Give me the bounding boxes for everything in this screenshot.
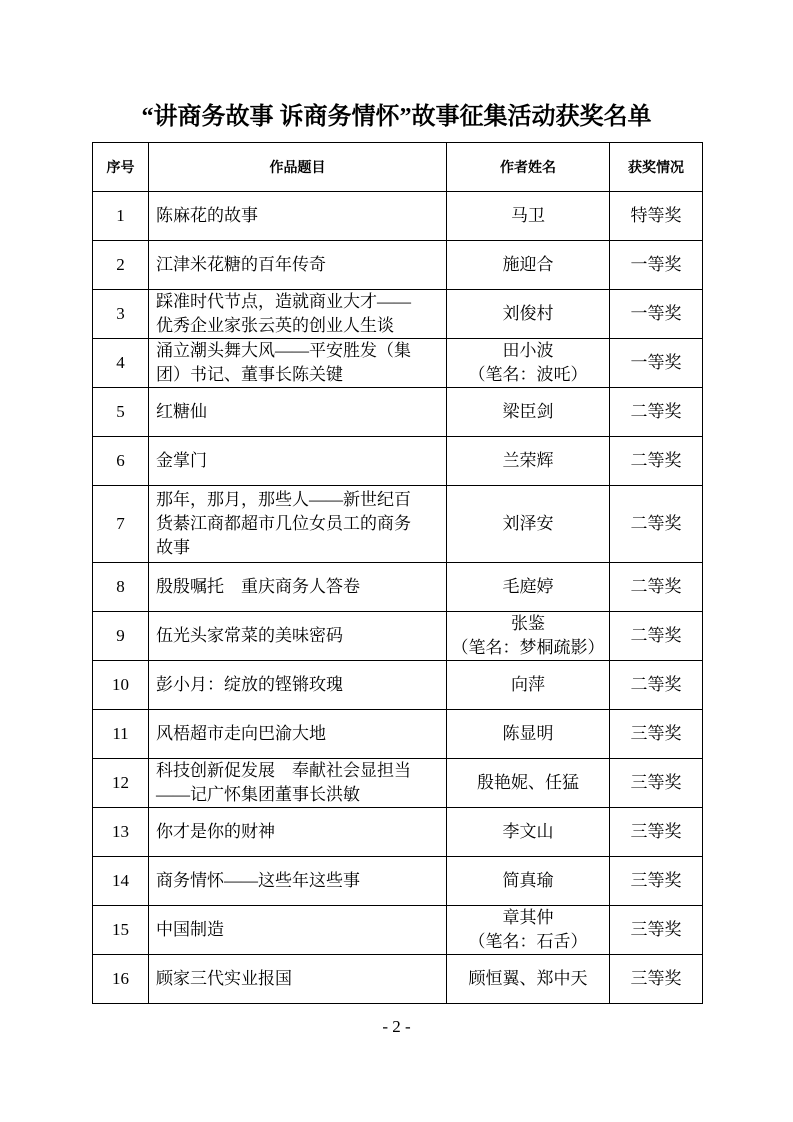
author-cell (447, 955, 610, 1004)
author-cell (447, 906, 610, 955)
author-cell (447, 563, 610, 612)
work-title-cell (149, 192, 447, 241)
award-level: 三等奖 (610, 906, 703, 955)
work-title-line: 你才是你的财神 (156, 822, 275, 841)
row-index: 8 (93, 563, 149, 612)
work-title-cell (149, 857, 447, 906)
table-header-row (93, 143, 703, 192)
award-level: 三等奖 (610, 808, 703, 857)
author-line: 施迎合 (502, 255, 554, 274)
author-cell (447, 661, 610, 710)
author-line: 张鉴 (511, 614, 545, 633)
table-row (93, 661, 703, 710)
author-line: 殷艳妮、任猛 (477, 773, 579, 792)
work-title-cell (149, 661, 447, 710)
author-line: （笔名：石舌） (468, 932, 588, 951)
header-author: 作者姓名 (447, 143, 610, 192)
award-level: 一等奖 (610, 290, 703, 339)
table-row (93, 955, 703, 1004)
award-level: 二等奖 (610, 486, 703, 563)
work-title-line: 中国制造 (156, 920, 224, 939)
award-level: 二等奖 (610, 437, 703, 486)
work-title-line: 伍光头家常菜的美味密码 (156, 626, 343, 645)
work-title-cell (149, 808, 447, 857)
author-line: 李文山 (502, 822, 554, 841)
award-level: 三等奖 (610, 955, 703, 1004)
work-title-cell (149, 486, 447, 563)
page-number: - 2 - (382, 1017, 411, 1036)
table-row (93, 612, 703, 661)
author-line: 简真瑜 (502, 871, 554, 890)
row-index: 15 (93, 906, 149, 955)
work-title-line: 团）书记、董事长陈关键 (156, 365, 343, 384)
row-index: 16 (93, 955, 149, 1004)
author-line: 章其仲 (502, 908, 554, 927)
award-level: 三等奖 (610, 710, 703, 759)
award-level: 三等奖 (610, 759, 703, 808)
author-cell (447, 192, 610, 241)
table-row (93, 906, 703, 955)
row-index: 2 (93, 241, 149, 290)
row-index: 10 (93, 661, 149, 710)
table-row (93, 241, 703, 290)
row-index: 3 (93, 290, 149, 339)
work-title-line: 商务情怀——这些年这些事 (156, 871, 360, 890)
row-index: 11 (93, 710, 149, 759)
work-title-line: 顾家三代实业报国 (156, 969, 292, 988)
award-level: 二等奖 (610, 612, 703, 661)
author-cell (447, 759, 610, 808)
row-index: 4 (93, 339, 149, 388)
work-title-cell (149, 437, 447, 486)
work-title-cell (149, 612, 447, 661)
work-title-line: 风梧超市走向巴渝大地 (156, 724, 326, 743)
author-line: 陈显明 (502, 724, 554, 743)
author-cell (447, 388, 610, 437)
work-title-cell (149, 241, 447, 290)
author-cell (447, 612, 610, 661)
work-title-line: 货綦江商都超市几位女员工的商务 (156, 514, 411, 533)
author-cell (447, 339, 610, 388)
document-title: “讲商务故事 诉商务情怀”故事征集活动获奖名单 (141, 104, 652, 130)
table-row (93, 486, 703, 563)
work-title-line: 那年，那月，那些人——新世纪百 (156, 490, 411, 509)
work-title-cell (149, 759, 447, 808)
header-index: 序号 (93, 143, 149, 192)
work-title-cell (149, 563, 447, 612)
author-line: 毛庭婷 (502, 577, 554, 596)
row-index: 5 (93, 388, 149, 437)
work-title-line: 涌立潮头舞大风——平安胜发（集 (156, 341, 411, 360)
author-cell (447, 808, 610, 857)
author-cell (447, 241, 610, 290)
table-row (93, 808, 703, 857)
work-title-line: 殷殷嘱托 重庆商务人答卷 (156, 577, 360, 596)
author-cell (447, 437, 610, 486)
award-table (92, 142, 703, 1004)
author-line: 梁臣剑 (502, 402, 554, 421)
work-title-cell (149, 339, 447, 388)
author-cell (447, 710, 610, 759)
award-level: 二等奖 (610, 661, 703, 710)
work-title-line: ——记广怀集团董事长洪敏 (156, 785, 360, 804)
table-row (93, 339, 703, 388)
work-title-cell (149, 710, 447, 759)
award-level: 一等奖 (610, 339, 703, 388)
row-index: 13 (93, 808, 149, 857)
award-level: 二等奖 (610, 563, 703, 612)
table-row (93, 710, 703, 759)
work-title-line: 科技创新促发展 奉献社会显担当 (156, 761, 411, 780)
work-title-cell (149, 955, 447, 1004)
row-index: 7 (93, 486, 149, 563)
work-title-line: 江津米花糖的百年传奇 (156, 255, 326, 274)
table-row (93, 857, 703, 906)
work-title-cell (149, 388, 447, 437)
author-cell (447, 857, 610, 906)
award-level: 三等奖 (610, 857, 703, 906)
work-title-line: 优秀企业家张云英的创业人生谈 (156, 316, 394, 335)
row-index: 9 (93, 612, 149, 661)
work-title-line: 彭小月：绽放的铿锵玫瑰 (156, 675, 343, 694)
work-title-line: 踩准时代节点，造就商业大才—— (156, 292, 411, 311)
author-line: （笔名：波吒） (468, 365, 588, 384)
author-cell (447, 290, 610, 339)
author-line: 刘泽安 (502, 514, 554, 533)
work-title-cell (149, 290, 447, 339)
author-cell (447, 486, 610, 563)
row-index: 6 (93, 437, 149, 486)
author-line: 刘俊村 (502, 304, 554, 323)
table-row (93, 388, 703, 437)
work-title-line: 金掌门 (156, 451, 207, 470)
row-index: 12 (93, 759, 149, 808)
table-row (93, 192, 703, 241)
award-level: 二等奖 (610, 388, 703, 437)
work-title-line: 故事 (156, 538, 190, 557)
table-row (93, 563, 703, 612)
header-award: 获奖情况 (610, 143, 703, 192)
author-line: 田小波 (502, 341, 554, 360)
award-level: 特等奖 (610, 192, 703, 241)
table-row (93, 290, 703, 339)
author-line: 马卫 (511, 206, 545, 225)
work-title-line: 陈麻花的故事 (156, 206, 258, 225)
author-line: 向萍 (511, 675, 545, 694)
table-body (93, 192, 703, 1004)
row-index: 1 (93, 192, 149, 241)
table-row (93, 759, 703, 808)
work-title-cell (149, 906, 447, 955)
table-row (93, 437, 703, 486)
author-line: （笔名：梦桐疏影） (451, 638, 605, 657)
row-index: 14 (93, 857, 149, 906)
author-line: 顾恒翼、郑中天 (468, 969, 588, 988)
work-title-line: 红糖仙 (156, 402, 207, 421)
header-title: 作品题目 (149, 143, 447, 192)
award-level: 一等奖 (610, 241, 703, 290)
author-line: 兰荣辉 (502, 451, 554, 470)
